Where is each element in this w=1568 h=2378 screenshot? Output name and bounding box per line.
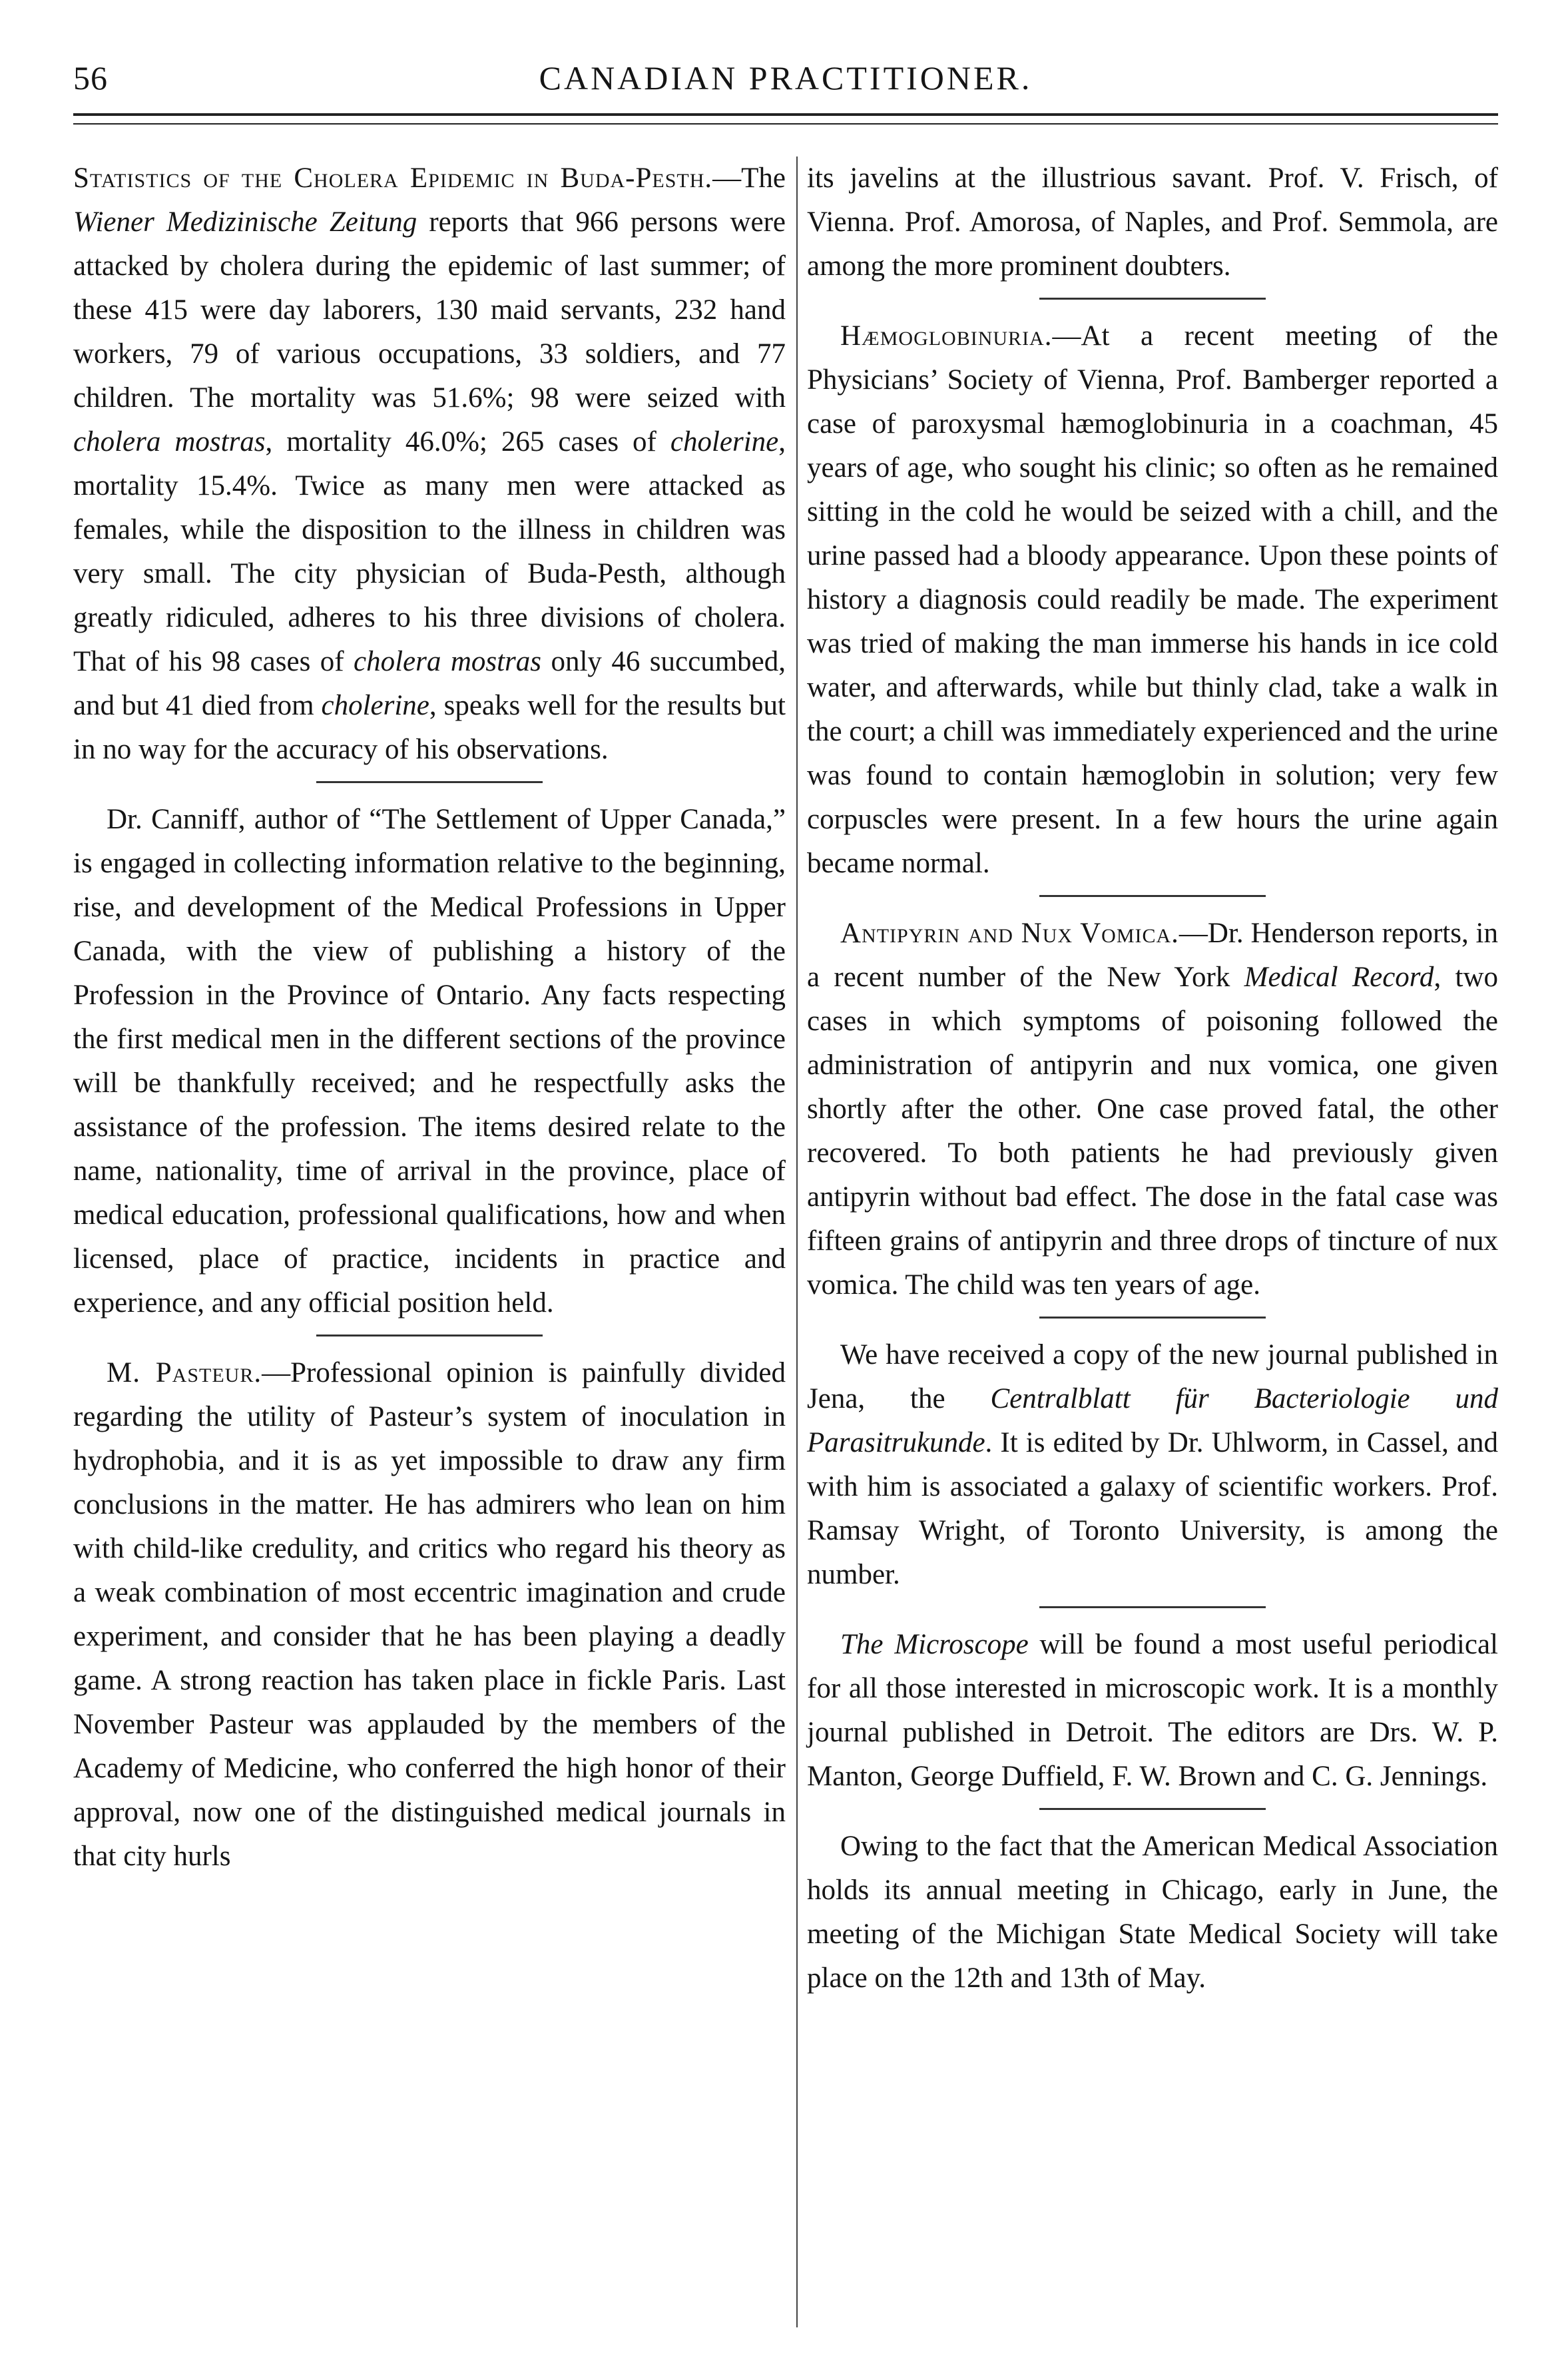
section-separator	[1039, 1317, 1266, 1319]
article-centralblatt: We have received a copy of the new journal published in Jena, the Centralblatt für Bacteriologie und Parasitrukunde. It is edited by Dr. Uhlworm, in Cassel, and with him is associated a galaxy of scientific workers. Prof. Ramsay Wright, of Toronto University, is among the number.	[807, 1339, 1499, 1590]
journal-title: Centralblatt für Bacteriologie und Parasitrukunde	[807, 1383, 1499, 1458]
article-heading: Hæmoglobinuria.	[840, 320, 1053, 352]
page-header	[73, 59, 1498, 105]
header-rule-thick	[73, 113, 1498, 116]
article-michigan-society: Owing to the fact that the American Medical Association holds its annual meeting in Chicago, early in June, the meeting of the Michigan State Medical Society will take place on the 12th and 13th of May.	[807, 1831, 1498, 1994]
journal-title: Wiener Medizinische Zeitung	[73, 206, 417, 238]
left-column	[73, 156, 786, 1879]
section-separator	[1039, 1606, 1266, 1608]
header-rule-thin	[73, 123, 1498, 125]
disease-term: cholerine	[321, 690, 429, 721]
disease-term: cholera mostras	[354, 646, 542, 677]
article-heading: M. Pasteur.	[107, 1357, 262, 1388]
article-pasteur: M. Pasteur.—Professional opinion is painfully divided regarding the utility of Pasteur’s system of inoculation in hydrophobia, and it is as yet impossible to draw any firm conclusions in the matter. He has admirers who lean on him with child-like credulity, and critics who regard his theory as a weak combination of most eccentric imagination and crude experiment, and consider that he has been playing a deadly game. A strong reaction has taken place in fickle Paris. Last November Pasteur was applauded by the members of the Academy of Medicine, who conferred the high honor of their approval, now one of the distinguished medical journals in that city hurls	[73, 1357, 786, 1872]
article-microscope: The Microscope will be found a most useful periodical for all those interested in microscopic work. It is a monthly journal published in Detroit. The editors are Drs. W. P. Manton, George Duffield, F. W. Brown and C. G. Jennings.	[807, 1629, 1498, 1792]
article-canniff: Dr. Canniff, author of “The Settlement of Upper Canada,” is engaged in collecting information relative to the beginning, rise, and development of the Medical Professions in Upper Canada, with the view of publishing a history of the Profession in the Province of Ontario. Any facts respecting the first medical men in the different sections of the province will be thankfully received; and he respectfully asks the assistance of the profession. The items desired relate to the name, nationality, time of arrival in the province, place of medical education, professional qualifications, how and when licensed, place of practice, incidents in practice and experience, and any official position held.	[73, 804, 786, 1319]
article-pasteur-continued: its javelins at the illustrious savant. Prof. V. Frisch, of Vienna. Prof. Amorosa, of Naples, and Prof. Semmola, are among the more prominent doubters.	[807, 162, 1498, 282]
article-heading: Statistics of the Cholera Epidemic in Buda-Pesth.	[73, 162, 713, 194]
section-separator	[316, 781, 543, 783]
section-separator	[1039, 1808, 1266, 1810]
disease-term: cholerine	[670, 426, 779, 457]
section-separator	[316, 1335, 543, 1337]
article-antipyrin: Antipyrin and Nux Vomica.—Dr. Henderson reports, in a recent number of the New York Medical Record, two cases in which symptoms of poisoning followed the administration of antipyrin and nux vomica, one given shortly after the other. One case proved fatal, the other recovered. To both patients he had previously given antipyrin without bad effect. The dose in the fatal case was fifteen grains of antipyrin and three drops of tincture of nux vomica. The child was ten years of age.	[807, 918, 1498, 1301]
article-heading: Antipyrin and Nux Vomica.	[840, 918, 1179, 949]
column-divider	[796, 156, 798, 2327]
article-cholera-statistics: Statistics of the Cholera Epidemic in Buda-Pesth.—The Wiener Medizinische Zeitung reports that 966 persons were attacked by cholera during the epidemic of last summer; of these 415 were day laborers, 130 maid servants, 232 hand workers, 79 of various occupations, 33 soldiers, and 77 children. The mortality was 51.6%; 98 were seized with cholera mostras, mortality 46.0%; 265 cases of cholerine, mortality 15.4%. Twice as many men were attacked as females, while the disposition to the illness in children was very small. The city physician of Buda-Pesth, although greatly ridiculed, adheres to his three divisions of cholera. That of his 98 cases of cholera mostras only 46 succumbed, and but 41 died from cholerine, speaks well for the results but in no way for the accuracy of his observations.	[73, 162, 786, 765]
journal-title: Medical Record	[1244, 962, 1434, 993]
disease-term: cholera mostras	[73, 426, 266, 457]
running-head: CANADIAN PRACTITIONER.	[539, 59, 1033, 97]
section-separator	[1039, 298, 1266, 300]
section-separator	[1039, 895, 1266, 897]
journal-title: The Microscope	[840, 1629, 1029, 1660]
article-haemoglobinuria: Hæmoglobinuria.—At a recent meeting of the Physicians’ Society of Vienna, Prof. Bamberger reported a case of paroxysmal hæmoglobinuria in a coachman, 45 years of age, who sought his clinic; so often as he remained sitting in the cold he would be seized with a chill, and the urine passed had a bloody appearance. Upon these points of history a diagnosis could readily be made. The experiment was tried of making the man immerse his hands in ice cold water, and afterwards, while but thinly clad, take a walk in the court; a chill was immediately experienced and the urine was found to contain hæmoglobin in solution; very few corpuscles were present. In a few hours the urine again became normal.	[807, 320, 1498, 879]
right-column	[807, 156, 1498, 2000]
page-number: 56	[73, 59, 108, 97]
